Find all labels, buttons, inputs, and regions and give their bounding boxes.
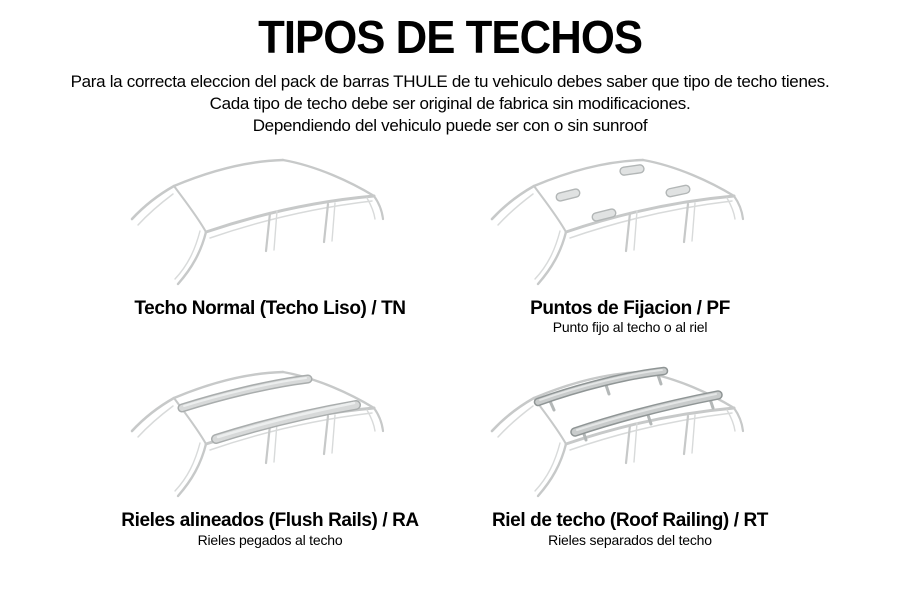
roof-type-caption-pf bbox=[405, 298, 855, 337]
roof-type-sublabel-ra: Rieles pegados al techo bbox=[197, 531, 343, 548]
roof-type-sublabel-rt: Rieles separados del techo bbox=[548, 531, 712, 548]
intro-text bbox=[0, 71, 900, 137]
intro-line-2: Cada tipo de techo debe ser original de fabrica sin modificaciones. bbox=[209, 94, 691, 114]
roof-type-cell-pf bbox=[405, 151, 855, 337]
car-roof-outline bbox=[492, 372, 743, 496]
flat-roof-illustration bbox=[120, 151, 420, 296]
fixed-points-roof-illustration bbox=[480, 151, 780, 296]
roof-type-cell-rt bbox=[405, 363, 855, 549]
fixation-point bbox=[555, 188, 580, 202]
fixation-point bbox=[620, 164, 645, 175]
roof-types-grid bbox=[0, 151, 900, 550]
page-title bbox=[0, 13, 900, 61]
roof-type-sublabel-pf: Punto fijo al techo o al riel bbox=[552, 319, 708, 336]
roof-type-label-rt: Riel de techo (Roof Railing) / RT bbox=[491, 509, 769, 531]
roof-type-label-tn: Techo Normal (Techo Liso) / TN bbox=[134, 297, 406, 319]
intro-line-1: Para la correcta eleccion del pack de barras THULE de tu vehiculo debes saber que tipo de techo tienes. bbox=[70, 72, 830, 92]
fixation-points bbox=[555, 164, 690, 221]
roof-railing bbox=[538, 370, 718, 440]
flush-rails-roof-illustration bbox=[120, 363, 420, 508]
car-roof-outline bbox=[132, 160, 383, 284]
roof-type-caption-rt bbox=[405, 510, 855, 549]
raised-railing-roof-illustration bbox=[480, 363, 780, 508]
roof-type-label-ra: Rieles alineados (Flush Rails) / RA bbox=[121, 509, 419, 531]
roof-type-label-pf: Puntos de Fijacion / PF bbox=[530, 297, 730, 319]
fixation-point bbox=[665, 184, 690, 197]
intro-line-3: Dependiendo del vehiculo puede ser con o sin sunroof bbox=[252, 116, 648, 136]
car-roof-outline bbox=[492, 160, 743, 284]
page-title-text: TIPOS DE TECHOS bbox=[258, 11, 642, 63]
fixation-point bbox=[591, 208, 616, 222]
